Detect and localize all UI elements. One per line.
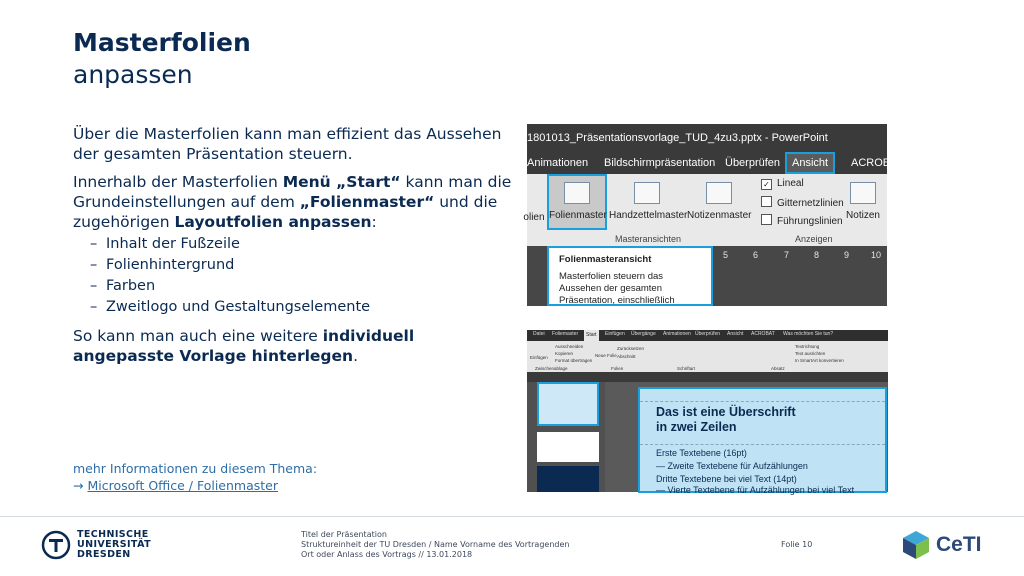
ceti-logo: [902, 530, 982, 560]
folienmaster-icon: [564, 182, 590, 204]
checkbox-label: Gitternetzlinien: [777, 198, 844, 209]
cut-button[interactable]: Ausschneiden: [555, 344, 584, 349]
tab-ansicht[interactable]: Ansicht: [785, 152, 835, 174]
tab-datei[interactable]: Datei: [533, 331, 545, 337]
bullet-list: [73, 234, 513, 318]
button-label: Notizen: [846, 210, 880, 221]
list-item: – Inhalt der Fußzeile: [73, 234, 513, 255]
list-item: – Folienhintergrund: [73, 255, 513, 276]
button-label: Folienmaster: [549, 210, 607, 221]
tooltip-folienmasteransicht: [547, 246, 713, 306]
ribbon-panel: [527, 341, 888, 372]
logo-line: DRESDEN: [77, 549, 131, 560]
handzettelmaster-icon: [634, 182, 660, 204]
folien-button[interactable]: [521, 184, 547, 223]
smartart-button[interactable]: In SmartArt konvertieren: [795, 358, 844, 363]
ruler-tick: 9: [844, 250, 850, 260]
text-level-4: — Vierte Textebene für Aufzählungen bei viel Text: [656, 485, 855, 495]
tab-acrobat[interactable]: ACROBAT: [751, 331, 775, 337]
master-heading: [656, 405, 796, 435]
text-run: .: [353, 347, 358, 365]
logo-line: UNIVERSITÄT: [77, 539, 151, 550]
text-level-2: — Zweite Textebene für Aufzählungen: [656, 461, 808, 471]
text-level-3: Dritte Textebene bei viel Text (14pt): [656, 474, 797, 484]
align-text-button[interactable]: Text ausrichten: [795, 351, 826, 356]
notizen-icon: [850, 182, 876, 204]
button-label: olien: [523, 212, 545, 223]
text-run: kann man die Grundeinstellungen auf dem: [73, 173, 512, 211]
format-painter-button[interactable]: Format übertragen: [555, 358, 593, 363]
reset-button[interactable]: Zurücksetzen: [617, 346, 645, 351]
presentation-title: Titel der Präsentation: [301, 530, 387, 539]
copy-button[interactable]: Kopieren: [555, 351, 574, 356]
tu-dresden-emblem-icon: [41, 530, 71, 560]
text-direction-button[interactable]: Textrichtung: [795, 344, 820, 349]
tooltip-text: Masterfolien steuern das Aussehen der gesamten Präsentation, einschließlich: [559, 271, 675, 306]
checkbox-gitternetzlinien[interactable]: [761, 196, 844, 209]
tab-acrobat[interactable]: ACROBA: [851, 157, 898, 169]
thumbnail-layout[interactable]: [537, 432, 599, 462]
arrow-right-icon: →: [73, 478, 84, 493]
checkbox-fuehrungslinien[interactable]: [761, 214, 843, 227]
tab-ueberpruefen[interactable]: Überprüfen: [695, 331, 721, 337]
logo-line: TECHNISCHE: [77, 529, 149, 540]
notizenmaster-button[interactable]: [687, 182, 751, 221]
list-item: – Farben: [73, 276, 513, 297]
placeholder-border: [640, 401, 885, 402]
text-run: So kann man auch eine weitere: [73, 327, 323, 345]
ceti-wordmark: CeTI: [936, 533, 982, 556]
more-info-link-row: [73, 477, 317, 494]
bold-run: Layoutfolien anpassen: [174, 213, 372, 231]
notizenmaster-icon: [706, 182, 732, 204]
checkbox-box: [761, 196, 772, 207]
slide-subtitle: anpassen: [73, 60, 193, 89]
heading-line: in zwei Zeilen: [656, 420, 737, 434]
tab-bildschirmpraesentation[interactable]: Bildschirmpräsentation: [604, 157, 716, 169]
text-level-1: Erste Textebene (16pt): [656, 448, 747, 458]
thumbnail-layout-dark[interactable]: [537, 466, 599, 492]
text-run: :: [371, 213, 377, 231]
tab-uebergaenge[interactable]: Übergänge: [631, 331, 656, 337]
slide-number: Folie 10: [781, 540, 813, 549]
group-slides: Folien: [611, 366, 624, 371]
checkbox-label: Lineal: [777, 178, 804, 189]
text-run: Innerhalb der Masterfolien: [73, 173, 283, 191]
tab-start[interactable]: Start: [584, 330, 599, 341]
button-label: Notizenmaster: [687, 210, 752, 221]
footer-meta: [301, 530, 569, 560]
check-icon: ✓: [761, 179, 772, 190]
ruler: [527, 372, 888, 382]
handzettelmaster-button[interactable]: [609, 182, 688, 221]
presenter-info: Struktureinheit der TU Dresden / Name Vorname des Vortragenden: [301, 540, 570, 549]
more-info-link[interactable]: Microsoft Office / Folienmaster: [87, 478, 279, 493]
ceti-cube-icon: [902, 530, 930, 560]
ruler-tick: 8: [814, 250, 820, 260]
group-paragraph: Absatz: [771, 366, 785, 371]
tell-me-search[interactable]: Was möchten Sie tun?: [783, 331, 834, 337]
list-item: – Zweitlogo und Gestaltungselemente: [73, 297, 513, 318]
footer-divider: [0, 516, 1024, 517]
heading-line: Das ist eine Überschrift: [656, 405, 796, 419]
checkbox-box: [761, 214, 772, 225]
group-masteransichten: Masteransichten: [615, 234, 682, 244]
tab-ueberpruefen[interactable]: Überprüfen: [725, 157, 781, 169]
ruler-tick: 5: [723, 250, 729, 260]
tab-animationen[interactable]: Animationen: [527, 157, 589, 169]
tab-animationen[interactable]: Animationen: [663, 331, 691, 337]
group-font: Schriftart: [677, 366, 696, 371]
checkbox-label: Führungslinien: [777, 216, 843, 227]
checkbox-lineal[interactable]: [761, 178, 804, 190]
ribbon-tabs: [527, 152, 898, 174]
master-slide[interactable]: [638, 387, 887, 493]
bold-run: „Folienmaster“: [299, 193, 435, 211]
ribbon-tabs: [527, 330, 888, 341]
notizen-button[interactable]: [843, 182, 883, 221]
event-date: Ort oder Anlass des Vortrags // 13.01.2018: [301, 550, 473, 559]
placeholder-border: [640, 444, 885, 445]
slide-thumbnails: [527, 382, 605, 492]
tab-foliemaster[interactable]: Foliemaster: [552, 331, 579, 337]
paragraph-intro: Über die Masterfolien kann man effizient das Aussehen der gesamten Präsentation steuern.: [73, 125, 502, 163]
tu-dresden-wordmark: [77, 530, 151, 560]
slide-title: Masterfolien: [73, 28, 251, 57]
ruler-tick: 10: [871, 250, 882, 260]
bold-run: individuell angepasste Vorlage hinterlegen: [73, 327, 415, 365]
bold-run: Menü „Start“: [282, 173, 401, 191]
new-slide-button[interactable]: Neue Folie: [595, 353, 617, 358]
text-run: und die zugehörigen: [73, 193, 498, 231]
folienmaster-button[interactable]: [549, 182, 605, 221]
section-button[interactable]: Abschnitt: [617, 354, 636, 359]
tu-dresden-logo: [41, 530, 151, 560]
paragraph-template: [73, 326, 513, 366]
powerpoint-ribbon-screenshot: [523, 124, 898, 306]
tab-ansicht[interactable]: Ansicht: [727, 331, 744, 337]
button-label: Handzettelmaster: [609, 210, 688, 221]
window-title: 1801013_Präsentationsvorlage_TUD_4zu3.pptx - PowerPoint: [527, 124, 887, 152]
ruler-tick: 7: [784, 250, 790, 260]
tooltip-title: Folienmasteransicht: [559, 254, 652, 265]
tab-einfuegen[interactable]: Einfügen: [605, 331, 625, 337]
ruler-tick: 6: [753, 250, 759, 260]
group-clipboard: Zwischenablage: [535, 366, 568, 371]
slide-master-screenshot: [527, 330, 888, 495]
more-info-label: mehr Informationen zu diesem Thema:: [73, 461, 318, 476]
slide-body: [73, 124, 513, 374]
more-info: [73, 460, 317, 494]
thumbnail-master[interactable]: [537, 382, 599, 426]
paragraph-start-menu: [73, 172, 513, 232]
group-anzeigen: Anzeigen: [795, 234, 833, 244]
paste-button[interactable]: Einfügen: [530, 355, 548, 360]
